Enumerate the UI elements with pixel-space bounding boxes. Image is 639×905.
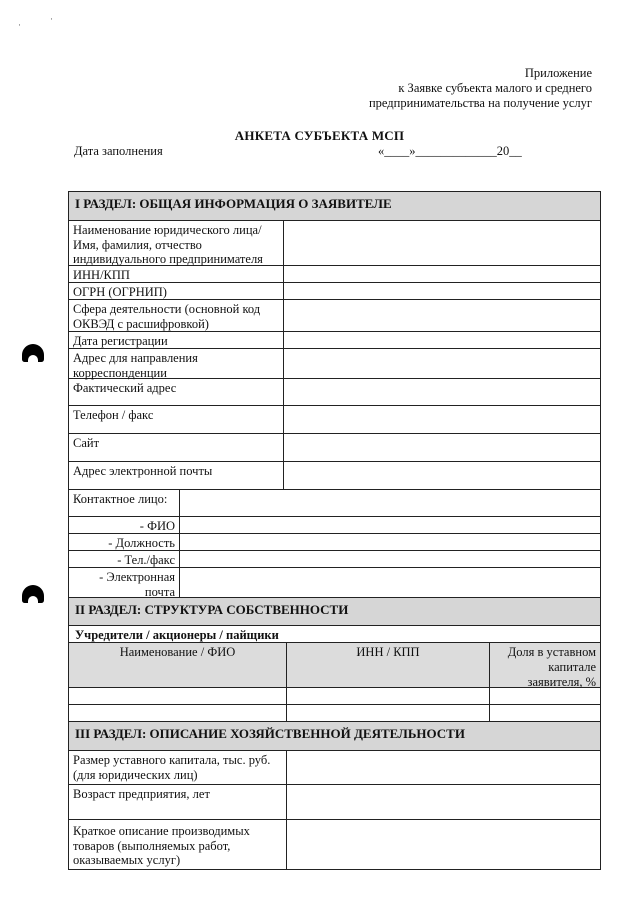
contact-fio-input[interactable] [180, 517, 600, 533]
form-row [69, 283, 600, 300]
field-label: - Тел./факс [69, 551, 180, 567]
section2-subheader: Учредители / акционеры / пайщики [75, 628, 279, 642]
column-header: Наименование / ФИО [69, 643, 287, 687]
form-row [69, 221, 600, 266]
registration-date-input[interactable] [284, 332, 600, 348]
field-label: - Должность [69, 534, 180, 550]
field-label: - Электронная почта [69, 568, 180, 597]
field-label: Возраст предприятия, лет [69, 785, 287, 819]
field-label: Телефон / факс [69, 406, 284, 433]
owner-name-cell[interactable] [69, 705, 287, 721]
contact-person-label: Контактное лицо: [69, 490, 180, 516]
company-age-input[interactable] [287, 785, 600, 819]
appendix-line: к Заявке субъекта малого и среднего [398, 81, 592, 95]
owner-share-cell[interactable] [490, 688, 600, 704]
okved-input[interactable] [284, 300, 600, 331]
form-row [69, 785, 600, 820]
section1-header: I РАЗДЕЛ: ОБЩАЯ ИНФОРМАЦИЯ О ЗАЯВИТЕЛЕ [69, 192, 600, 221]
appendix-line: предпринимательства на получение услуг [368, 96, 592, 110]
phone-fax-input[interactable] [284, 406, 600, 433]
fill-date-label: Дата заполнения [74, 144, 163, 158]
field-label: ИНН/КПП [69, 266, 284, 282]
form-row [69, 349, 600, 379]
form-row [69, 820, 600, 869]
column-header: ИНН / КПП [287, 643, 490, 687]
products-description-input[interactable] [287, 820, 600, 869]
form-row [69, 551, 600, 568]
form-row [69, 266, 600, 283]
document-title: АНКЕТА СУБЪЕКТА МСП [234, 128, 405, 143]
form-row [69, 534, 600, 551]
ogrn-input[interactable] [284, 283, 600, 299]
form-row [69, 300, 600, 332]
field-label: Дата регистрации [69, 332, 284, 348]
field-label: Краткое описание производимых товаров (выполняемых работ, оказываемых услуг) [69, 820, 287, 869]
contact-email-input[interactable] [180, 568, 600, 597]
form-row [69, 434, 600, 462]
section2-header: II РАЗДЕЛ: СТРУКТУРА СОБСТВЕННОСТИ [69, 598, 600, 626]
form-row [69, 568, 600, 598]
questionnaire-form [68, 191, 601, 870]
field-label: Сайт [69, 434, 284, 461]
field-label: Размер уставного капитала, тыс. руб. (для юридических лиц) [69, 751, 287, 784]
owner-name-cell[interactable] [69, 688, 287, 704]
field-label: Фактический адрес [69, 379, 284, 405]
punch-hole-mark [22, 344, 44, 362]
contact-position-input[interactable] [180, 534, 600, 550]
form-row [69, 406, 600, 434]
form-row [69, 517, 600, 534]
form-row [69, 751, 600, 785]
field-label: Адрес электронной почты [69, 462, 284, 489]
contact-phone-input[interactable] [180, 551, 600, 567]
field-label: Сфера деятельности (основной код ОКВЭД с расшифровкой) [69, 300, 284, 331]
website-input[interactable] [284, 434, 600, 461]
form-row [69, 332, 600, 349]
fill-date-field[interactable]: «____»_____________20__ [378, 144, 522, 158]
inn-kpp-input[interactable] [284, 266, 600, 282]
owner-inn-cell[interactable] [287, 688, 490, 704]
owner-share-cell[interactable] [490, 705, 600, 721]
field-label: ОГРН (ОГРНИП) [69, 283, 284, 299]
contact-person-input[interactable] [180, 490, 600, 516]
owners-table-header [69, 642, 600, 688]
actual-address-input[interactable] [284, 379, 600, 405]
field-label: Адрес для направления корреспонденции [69, 349, 284, 378]
form-row [69, 490, 600, 517]
mailing-address-input[interactable] [284, 349, 600, 378]
column-header: Доля в уставном капитале заявителя, % [507, 645, 596, 689]
owner-inn-cell[interactable] [287, 705, 490, 721]
form-row [69, 379, 600, 406]
table-row [69, 705, 600, 722]
punch-hole-mark [22, 585, 44, 603]
section3-header: III РАЗДЕЛ: ОПИСАНИЕ ХОЗЯЙСТВЕННОЙ ДЕЯТЕЛЬНОСТИ [69, 722, 600, 751]
scan-speck: · [18, 20, 21, 30]
authorized-capital-input[interactable] [287, 751, 600, 784]
table-row [69, 688, 600, 705]
scan-speck: · [50, 14, 53, 24]
appendix-note [369, 66, 592, 111]
field-label: Наименование юридического лица/ Имя, фамилия, отчество индивидуального предпринимателя [69, 221, 284, 265]
field-label: - ФИО [69, 517, 180, 533]
company-name-input[interactable] [284, 221, 600, 265]
email-input[interactable] [284, 462, 600, 489]
form-row [69, 462, 600, 490]
appendix-line: Приложение [524, 66, 592, 80]
